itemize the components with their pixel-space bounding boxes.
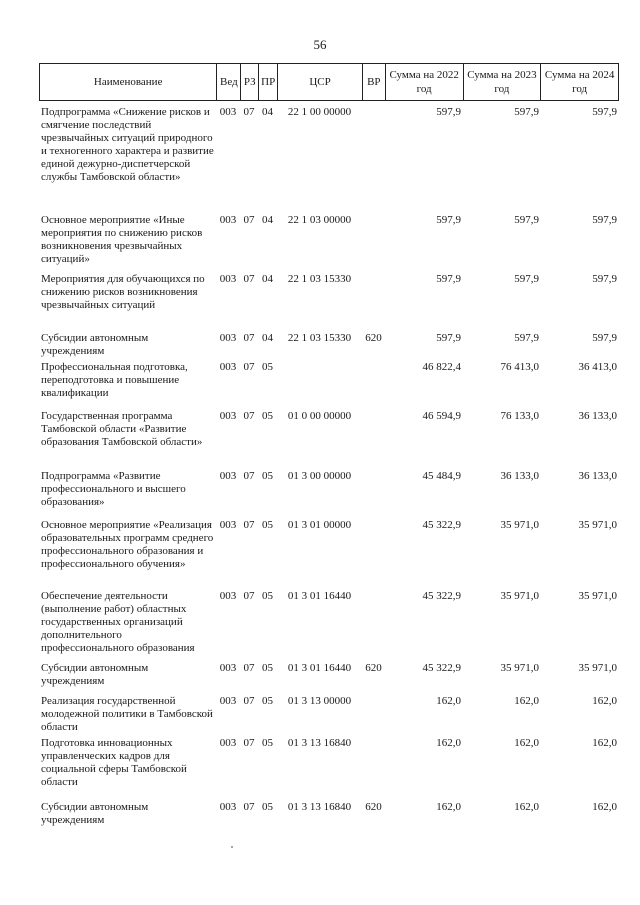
header-sum-2023: Сумма на 2023 год — [463, 64, 541, 100]
cell-rz: 07 — [243, 106, 255, 118]
table-body — [39, 101, 619, 836]
cell-sum-2024: 35 971,0 — [578, 662, 617, 674]
table-row — [39, 101, 619, 209]
cell-sum-2024: 597,9 — [592, 273, 617, 285]
table-row — [39, 732, 619, 796]
cell-rz: 07 — [243, 662, 255, 674]
cell-sum-2024: 36 413,0 — [578, 361, 617, 373]
cell-sum-2022: 45 322,9 — [422, 662, 461, 674]
cell-sum-2022: 597,9 — [436, 214, 461, 226]
cell-pr: 05 — [262, 590, 273, 602]
cell-pr: 05 — [262, 519, 273, 531]
cell-vr — [362, 585, 385, 590]
cell-ved: 003 — [219, 470, 237, 482]
cell-sum-2022: 162,0 — [436, 801, 461, 813]
cell-vr — [362, 405, 385, 410]
cell-name: Субсидии автономным учреждениям — [41, 662, 149, 687]
cell-pr: 05 — [262, 801, 273, 813]
cell-ved: 003 — [219, 590, 237, 602]
cell-csr — [277, 356, 362, 361]
table-row — [39, 796, 619, 836]
header-sum-2022: Сумма на 2022 год — [385, 64, 463, 100]
cell-rz: 07 — [243, 590, 255, 602]
cell-vr — [362, 101, 385, 106]
cell-csr: 01 0 00 00000 — [287, 410, 352, 422]
cell-vr — [362, 465, 385, 470]
cell-rz: 07 — [243, 801, 255, 813]
cell-pr: 05 — [262, 695, 273, 707]
cell-name: Обеспечение деятельности (выполнение работ) областных государственных организаций дополнительного профессионального образования — [41, 590, 195, 654]
cell-pr: 04 — [262, 106, 273, 118]
header-csr: ЦСР — [277, 64, 362, 100]
cell-vr — [362, 732, 385, 737]
cell-rz: 07 — [243, 361, 255, 373]
cell-sum-2022: 162,0 — [436, 695, 461, 707]
cell-sum-2023: 36 133,0 — [500, 470, 539, 482]
cell-sum-2023: 35 971,0 — [500, 662, 539, 674]
cell-sum-2022: 162,0 — [436, 737, 461, 749]
cell-sum-2024: 162,0 — [592, 695, 617, 707]
header-ved: Вед — [216, 64, 240, 100]
cell-sum-2024: 597,9 — [592, 214, 617, 226]
cell-ved: 003 — [219, 519, 237, 531]
cell-name: Государственная программа Тамбовской области «Развитие образования Тамбовской области» — [41, 410, 203, 448]
cell-ved: 003 — [219, 273, 237, 285]
cell-csr: 01 3 13 16840 — [287, 801, 352, 813]
cell-pr: 05 — [262, 361, 273, 373]
cell-sum-2023: 597,9 — [514, 214, 539, 226]
cell-sum-2022: 45 484,9 — [422, 470, 461, 482]
cell-ved: 003 — [219, 361, 237, 373]
header-pr: ПР — [258, 64, 277, 100]
table-row — [39, 356, 619, 405]
table-row — [39, 690, 619, 732]
cell-csr: 01 3 01 00000 — [287, 519, 352, 531]
cell-rz: 07 — [243, 273, 255, 285]
cell-name: Основное мероприятие «Реализация образовательных программ среднего профессионального образования и профессионального обучения» — [41, 519, 214, 570]
table-row — [39, 405, 619, 465]
cell-sum-2023: 597,9 — [514, 106, 539, 118]
cell-sum-2024: 597,9 — [592, 332, 617, 344]
cell-rz: 07 — [243, 695, 255, 707]
cell-pr: 04 — [262, 332, 273, 344]
table-row — [39, 514, 619, 585]
cell-sum-2023: 162,0 — [514, 695, 539, 707]
cell-csr: 22 1 03 15330 — [287, 332, 352, 344]
cell-sum-2024: 597,9 — [592, 106, 617, 118]
table-row — [39, 465, 619, 514]
cell-rz: 07 — [243, 410, 255, 422]
cell-pr: 04 — [262, 214, 273, 226]
cell-vr: 620 — [365, 662, 382, 674]
cell-csr: 01 3 01 16440 — [287, 662, 352, 674]
cell-ved: 003 — [219, 737, 237, 749]
cell-name: Подпрограмма «Развитие профессионального и высшего образования» — [41, 470, 186, 508]
cell-ved: 003 — [219, 106, 237, 118]
cell-sum-2022: 45 322,9 — [422, 519, 461, 531]
cell-sum-2023: 597,9 — [514, 273, 539, 285]
table-header — [39, 63, 619, 101]
cell-name: Субсидии автономным учреждениям — [41, 801, 149, 826]
cell-sum-2024: 35 971,0 — [578, 519, 617, 531]
header-sum-2024: Сумма на 2024 год — [540, 64, 618, 100]
cell-sum-2022: 46 594,9 — [422, 410, 461, 422]
cell-sum-2024: 162,0 — [592, 801, 617, 813]
cell-sum-2023: 35 971,0 — [500, 519, 539, 531]
cell-vr — [362, 209, 385, 214]
cell-pr: 05 — [262, 410, 273, 422]
page-number: 56 — [313, 37, 327, 52]
cell-vr — [362, 268, 385, 273]
cell-name: Мероприятия для обучающихся по снижению рисков возникновения чрезвычайных ситуаций — [41, 273, 205, 311]
cell-csr: 22 1 03 00000 — [287, 214, 352, 226]
cell-sum-2022: 597,9 — [436, 273, 461, 285]
cell-pr: 05 — [262, 470, 273, 482]
header-name: Наименование — [93, 76, 163, 88]
cell-ved: 003 — [219, 662, 237, 674]
cell-name: Профессиональная подготовка, переподготовка и повышение квалификации — [41, 361, 188, 399]
cell-ved: 003 — [219, 801, 237, 813]
cell-csr: 01 3 01 16440 — [287, 590, 352, 602]
cell-ved: 003 — [219, 410, 237, 422]
cell-sum-2023: 162,0 — [514, 737, 539, 749]
cell-csr: 01 3 13 16840 — [287, 737, 352, 749]
scan-dot — [231, 846, 233, 848]
cell-sum-2023: 76 413,0 — [500, 361, 539, 373]
table-row — [39, 657, 619, 690]
table-row — [39, 268, 619, 327]
cell-sum-2023: 76 133,0 — [500, 410, 539, 422]
cell-vr: 620 — [365, 801, 382, 813]
cell-sum-2022: 597,9 — [436, 332, 461, 344]
cell-vr — [362, 690, 385, 695]
cell-pr: 04 — [262, 273, 273, 285]
table-row — [39, 327, 619, 356]
cell-name: Подпрограмма «Снижение рисков и смягчение последствий чрезвычайных ситуаций природного и техногенного характера и развитие единой дежурно-диспетчерской службы Тамбовской области» — [41, 106, 214, 183]
cell-vr — [362, 356, 385, 361]
cell-rz: 07 — [243, 470, 255, 482]
cell-sum-2024: 162,0 — [592, 737, 617, 749]
cell-name: Подготовка инновационных управленческих кадров для социальной сферы Тамбовской области — [41, 737, 187, 788]
cell-ved: 003 — [219, 332, 237, 344]
cell-vr — [362, 514, 385, 519]
cell-sum-2023: 162,0 — [514, 801, 539, 813]
cell-csr: 01 3 00 00000 — [287, 470, 352, 482]
cell-sum-2022: 45 322,9 — [422, 590, 461, 602]
cell-rz: 07 — [243, 332, 255, 344]
cell-rz: 07 — [243, 737, 255, 749]
cell-pr: 05 — [262, 662, 273, 674]
table-row — [39, 209, 619, 268]
cell-sum-2022: 597,9 — [436, 106, 461, 118]
table-row — [39, 585, 619, 657]
cell-csr: 01 3 13 00000 — [287, 695, 352, 707]
cell-name: Основное мероприятие «Иные мероприятия по снижению рисков возникновения чрезвычайных ситуаций» — [41, 214, 203, 265]
cell-rz: 07 — [243, 214, 255, 226]
cell-pr: 05 — [262, 737, 273, 749]
cell-sum-2024: 36 133,0 — [578, 470, 617, 482]
header-rz: РЗ — [240, 64, 258, 100]
cell-sum-2024: 36 133,0 — [578, 410, 617, 422]
cell-sum-2023: 597,9 — [514, 332, 539, 344]
cell-sum-2024: 35 971,0 — [578, 590, 617, 602]
cell-vr: 620 — [365, 332, 382, 344]
cell-ved: 003 — [219, 214, 237, 226]
cell-csr: 22 1 00 00000 — [287, 106, 352, 118]
cell-csr: 22 1 03 15330 — [287, 273, 352, 285]
cell-rz: 07 — [243, 519, 255, 531]
cell-name: Субсидии автономным учреждениям — [41, 332, 149, 357]
header-vr: ВР — [362, 64, 385, 100]
cell-ved: 003 — [219, 695, 237, 707]
cell-name: Реализация государственной молодежной политики в Тамбовской области — [41, 695, 213, 733]
cell-sum-2022: 46 822,4 — [422, 361, 461, 373]
cell-sum-2023: 35 971,0 — [500, 590, 539, 602]
budget-table — [39, 63, 619, 836]
